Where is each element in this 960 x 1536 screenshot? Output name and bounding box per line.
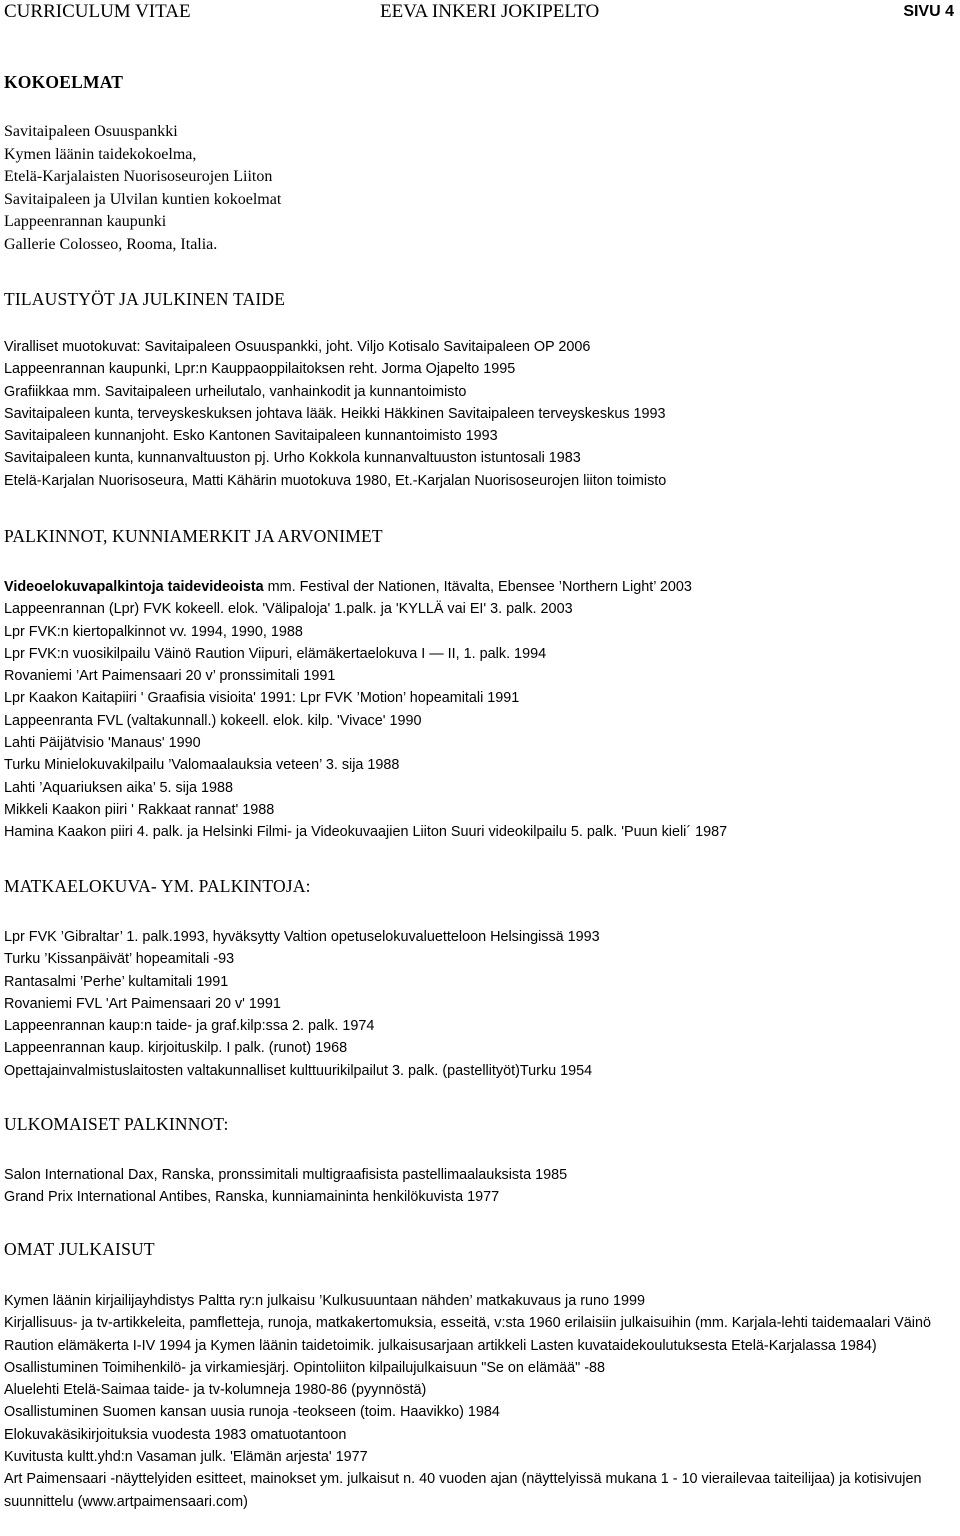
section-heading-tilaustyot: TILAUSTYÖT JA JULKINEN TAIDE: [4, 289, 286, 309]
list-item: Elokuvakäsikirjoituksia vuodesta 1983 omatuotantoon: [4, 1426, 347, 1443]
list-item: Kymen läänin kirjailijayhdistys Paltta ry:n julkaisu ’Kulkusuuntaan nähden’ matkakuvaus ja runo 1999: [4, 1293, 646, 1309]
list-item: Savitaipaleen ja Ulvilan kuntien kokoelmat: [4, 190, 282, 208]
author-name: EEVA INKERI JOKIPELTO: [380, 1, 600, 22]
awards-list: [4, 576, 956, 844]
list-item: Salon International Dax, Ranska, pronssimitali multigraafisista pastellimaalauksista 1985: [4, 1167, 568, 1183]
page-number: SIVU 4: [903, 3, 954, 20]
section-heading-julkaisut: OMAT JULKAISUT: [4, 1239, 155, 1259]
list-item: Rovaniemi FVL 'Art Paimensaari 20 v' 1991: [4, 995, 281, 1012]
collections-list: [4, 121, 956, 257]
list-item: Grafiikkaa mm. Savitaipaleen urheilutalo, vanhainkodit ja kunnantoimisto: [4, 383, 467, 400]
section-heading-palkinnot: PALKINNOT, KUNNIAMERKIT JA ARVONIMET: [4, 526, 383, 546]
list-item: Gallerie Colosseo, Rooma, Italia.: [4, 235, 218, 253]
video-awards-text: mm. Festival der Nationen, Itävalta, Ebensee ’Northern Light’ 2003: [263, 579, 692, 595]
section-heading-kokoelmat: KOKOELMAT: [4, 72, 124, 92]
list-item: Grand Prix International Antibes, Ranska, kunniamaininta henkilökuvista 1977: [4, 1189, 500, 1206]
list-item: Art Paimensaari -näyttelyiden esitteet, mainokset ym. julkaisut n. 40 vuoden ajan (näyttelyissä mukana 1 - 10 vierailevaa taiteilijaa) ja kotisivujen suunnittelu (www.artpaimensaari.com): [4, 1471, 922, 1510]
list-item: Lpr FVK ’Gibraltar’ 1. palk.1993, hyväksytty Valtion opetuselokuvaluetteloon Helsingissä 1993: [4, 929, 600, 945]
list-item: Turku Minielokuvakilpailu ’Valomaalauksia veteen’ 3. sija 1988: [4, 757, 400, 774]
list-item: Savitaipaleen kunnanjoht. Esko Kantonen Savitaipaleen kunnantoimisto 1993: [4, 428, 498, 445]
list-item: [4, 576, 956, 598]
publications-list: [4, 1290, 956, 1513]
commissions-list: [4, 336, 956, 492]
list-item: Lappeenrannan kaupunki: [4, 213, 167, 231]
page-header: [4, 0, 954, 24]
list-item: Lpr FVK:n kiertopalkinnot vv. 1994, 1990, 1988: [4, 623, 303, 640]
document-title: CURRICULUM VITAE: [4, 1, 191, 22]
list-item: Kirjallisuus- ja tv-artikkeleita, pamfletteja, runoja, matkakertomuksia, esseitä, v:sta 1960 erilaisiin julkaisuihin (mm. Karjala-lehti taidemaalari Väinö Raution elämäkerta I-IV 1994 ja Kymen läänin taidetoimik. julkaisusarjaan artikkeli Lasten kuvataidekoulutuksesta Etelä-Karjalassa 1984): [4, 1315, 931, 1354]
list-item: Lappeenrannan kaupunki, Lpr:n Kauppaoppilaitoksen reht. Jorma Ojapelto 1995: [4, 361, 516, 378]
video-awards-label: Videoelokuvapalkintoja taidevideoista: [4, 579, 264, 595]
list-item: Turku ’Kissanpäivät’ hopeamitali -93: [4, 951, 235, 968]
list-item: Etelä-Karjalan Nuorisoseura, Matti Kähärin muotokuva 1980, Et.-Karjalan Nuorisoseurojen liiton toimisto: [4, 472, 667, 489]
list-item: Savitaipaleen kunta, terveyskeskuksen johtava lääk. Heikki Häkkinen Savitaipaleen terveyskeskus 1993: [4, 405, 666, 422]
section-heading-ulkomaiset: ULKOMAISET PALKINNOT:: [4, 1114, 229, 1134]
list-item: Kymen läänin taidekokoelma,: [4, 145, 197, 163]
travel-film-awards-list: [4, 926, 956, 1082]
list-item: Kuvitusta kultt.yhd:n Vasaman julk. 'Elämän arjesta' 1977: [4, 1449, 368, 1466]
list-item: Savitaipaleen Osuuspankki: [4, 123, 178, 140]
list-item: Lpr FVK:n vuosikilpailu Väinö Raution Viipuri, elämäkertaelokuva I — II, 1. palk. 1994: [4, 645, 547, 662]
list-item: Lpr Kaakon Kaitapiiri ' Graafisia visioita' 1991: Lpr FVK ’Motion’ hopeamitali 1991: [4, 690, 520, 707]
section-heading-matkaelokuva: MATKAELOKUVA- YM. PALKINTOJA:: [4, 876, 311, 896]
list-item: Rovaniemi ’Art Paimensaari 20 v’ pronssimitali 1991: [4, 668, 336, 685]
list-item: Savitaipaleen kunta, kunnanvaltuuston pj. Urho Kokkola kunnanvaltuuston istuntosali 1983: [4, 450, 581, 467]
foreign-awards-list: [4, 1164, 956, 1209]
list-item: Osallistuminen Suomen kansan uusia runoja -teokseen (toim. Haavikko) 1984: [4, 1404, 500, 1421]
list-item: Lahti Päijätvisio 'Manaus' 1990: [4, 735, 201, 752]
list-item: Lappeenrannan kaup. kirjoituskilp. I palk. (runot) 1968: [4, 1040, 348, 1057]
list-item: Opettajainvalmistuslaitosten valtakunnalliset kulttuurikilpailut 3. palk. (pastellityöt)Turku 1954: [4, 1062, 593, 1079]
list-item: Hamina Kaakon piiri 4. palk. ja Helsinki Filmi- ja Videokuvaajien Liiton Suuri videokilpailu 5. palk. 'Puun kieli´ 1987: [4, 824, 728, 841]
list-item: Etelä-Karjalaisten Nuorisoseurojen Liiton: [4, 168, 273, 186]
list-item: Viralliset muotokuvat: Savitaipaleen Osuuspankki, joht. Viljo Kotisalo Savitaipaleen OP 2006: [4, 339, 591, 355]
list-item: Lappeenrannan kaup:n taide- ja graf.kilp:ssa 2. palk. 1974: [4, 1018, 375, 1035]
list-item: Aluelehti Etelä-Saimaa taide- ja tv-kolumneja 1980-86 (pyynnöstä): [4, 1382, 427, 1399]
list-item: Lappeenrannan (Lpr) FVK kokeell. elok. 'Välipaloja' 1.palk. ja 'KYLLÄ vai EI' 3. palk. 2003: [4, 601, 573, 618]
list-item: Osallistuminen Toimihenkilö- ja virkamiesjärj. Opintoliiton kilpailujulkaisuun "Se on elämää" -88: [4, 1359, 606, 1376]
list-item: Rantasalmi ’Perhe’ kultamitali 1991: [4, 973, 229, 990]
list-item: Lahti ’Aquariuksen aika’ 5. sija 1988: [4, 779, 234, 796]
list-item: Mikkeli Kaakon piiri ' Rakkaat rannat' 1988: [4, 801, 275, 818]
list-item: Lappeenranta FVL (valtakunnall.) kokeell. elok. kilp. 'Vivace' 1990: [4, 712, 422, 729]
